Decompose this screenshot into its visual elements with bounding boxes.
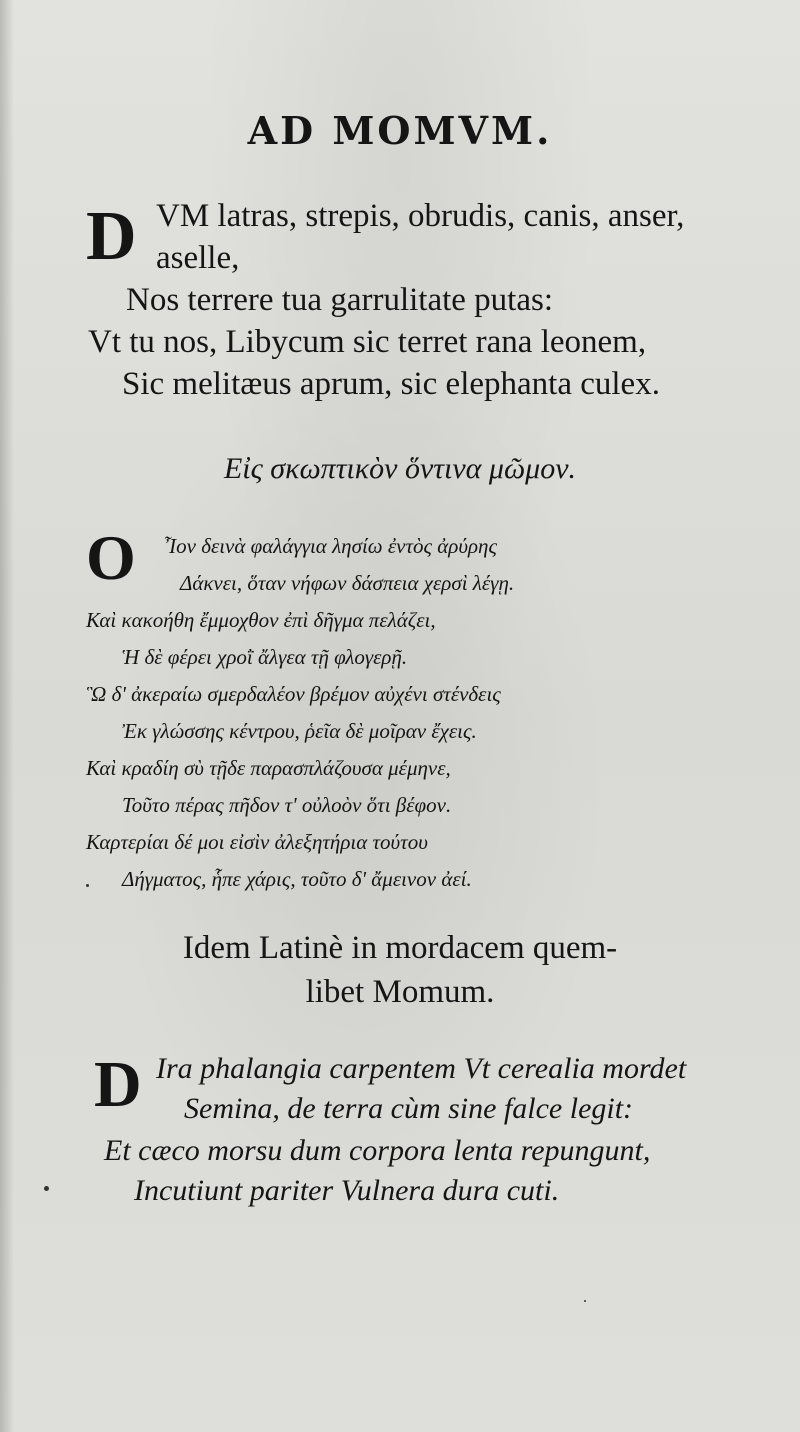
poem-line: Vt tu nos, Libycum sic terret rana leonem,: [88, 324, 647, 360]
poem-line: Et cæco morsu dum corpora lenta repungunt,: [104, 1134, 651, 1167]
greek-heading: Εἰς σκωπτικὸν ὅντινα μῶμον.: [223, 452, 577, 485]
poem-line: Ὣ δ' ἀκεραίω σμερδαλέον βρέμον αὐχένι στένδεις: [86, 682, 501, 706]
poem-line: Καὶ κραδίη σὺ τῇδε παρασπλάζουσα μέμηνε,: [86, 756, 451, 780]
poem-line: Δάκνει, ὅταν νήφων δάσπεια χερσὶ λέγῃ.: [180, 571, 515, 595]
drop-cap: Ο: [86, 522, 136, 593]
drop-cap: D: [86, 198, 137, 275]
poem-line: Δήγματος, ἧπε χάρις, τοῦτο δ' ἄμεινον ἀεί.: [122, 867, 472, 891]
poem-line: Sic melitæus aprum, sic elephanta culex.: [122, 366, 660, 402]
poem-line: Ira phalangia carpentem Vt cerealia mordet: [156, 1052, 687, 1085]
paper-speck: [86, 884, 89, 887]
latin-heading-line: Idem Latinè in mordacem quem-: [182, 930, 618, 966]
poem-line: Τοῦτο πέρας πῆδον τ' οὐλοὸν ὅτι βέφον.: [122, 793, 452, 817]
poem-line: Καὶ κακοήθη ἔμμοχθον ἐπὶ δῆγμα πελάζει,: [86, 608, 436, 632]
poem-line: aselle,: [156, 240, 240, 276]
poem-line: VM latras, strepis, obrudis, canis, anser,: [156, 198, 685, 234]
poem-line: Καρτερίαι δέ μοι εἰσὶν ἀλεξητήρια τούτου: [86, 830, 428, 854]
poem-line: Ἶον δεινὰ φαλάγγια λησίω ἐντὸς ἀρύρης: [164, 534, 497, 558]
poem-line: Incutiunt pariter Vulnera dura cuti.: [134, 1174, 560, 1207]
latin-heading-line: libet Momum.: [305, 974, 495, 1010]
poem-line: Nos terrere tua garrulitate putas:: [126, 282, 553, 318]
paper-speck: [44, 1186, 49, 1191]
latin-heading: [0, 926, 800, 1014]
page-title: AD MOMVM.: [247, 108, 553, 153]
paper-speck: [584, 1300, 586, 1302]
page-edge-shadow: [0, 0, 14, 1432]
poem-line: Semina, de terra cùm sine falce legit:: [184, 1092, 634, 1125]
poem-line: Ἡ δὲ φέρει χροῒ ἄλγεα τῇ φλογερῇ.: [122, 645, 408, 669]
drop-cap: D: [94, 1048, 142, 1121]
poem-line: Ἐκ γλώσσης κέντρου, ῥεῖα δὲ μοῖραν ἔχεις.: [122, 719, 477, 743]
